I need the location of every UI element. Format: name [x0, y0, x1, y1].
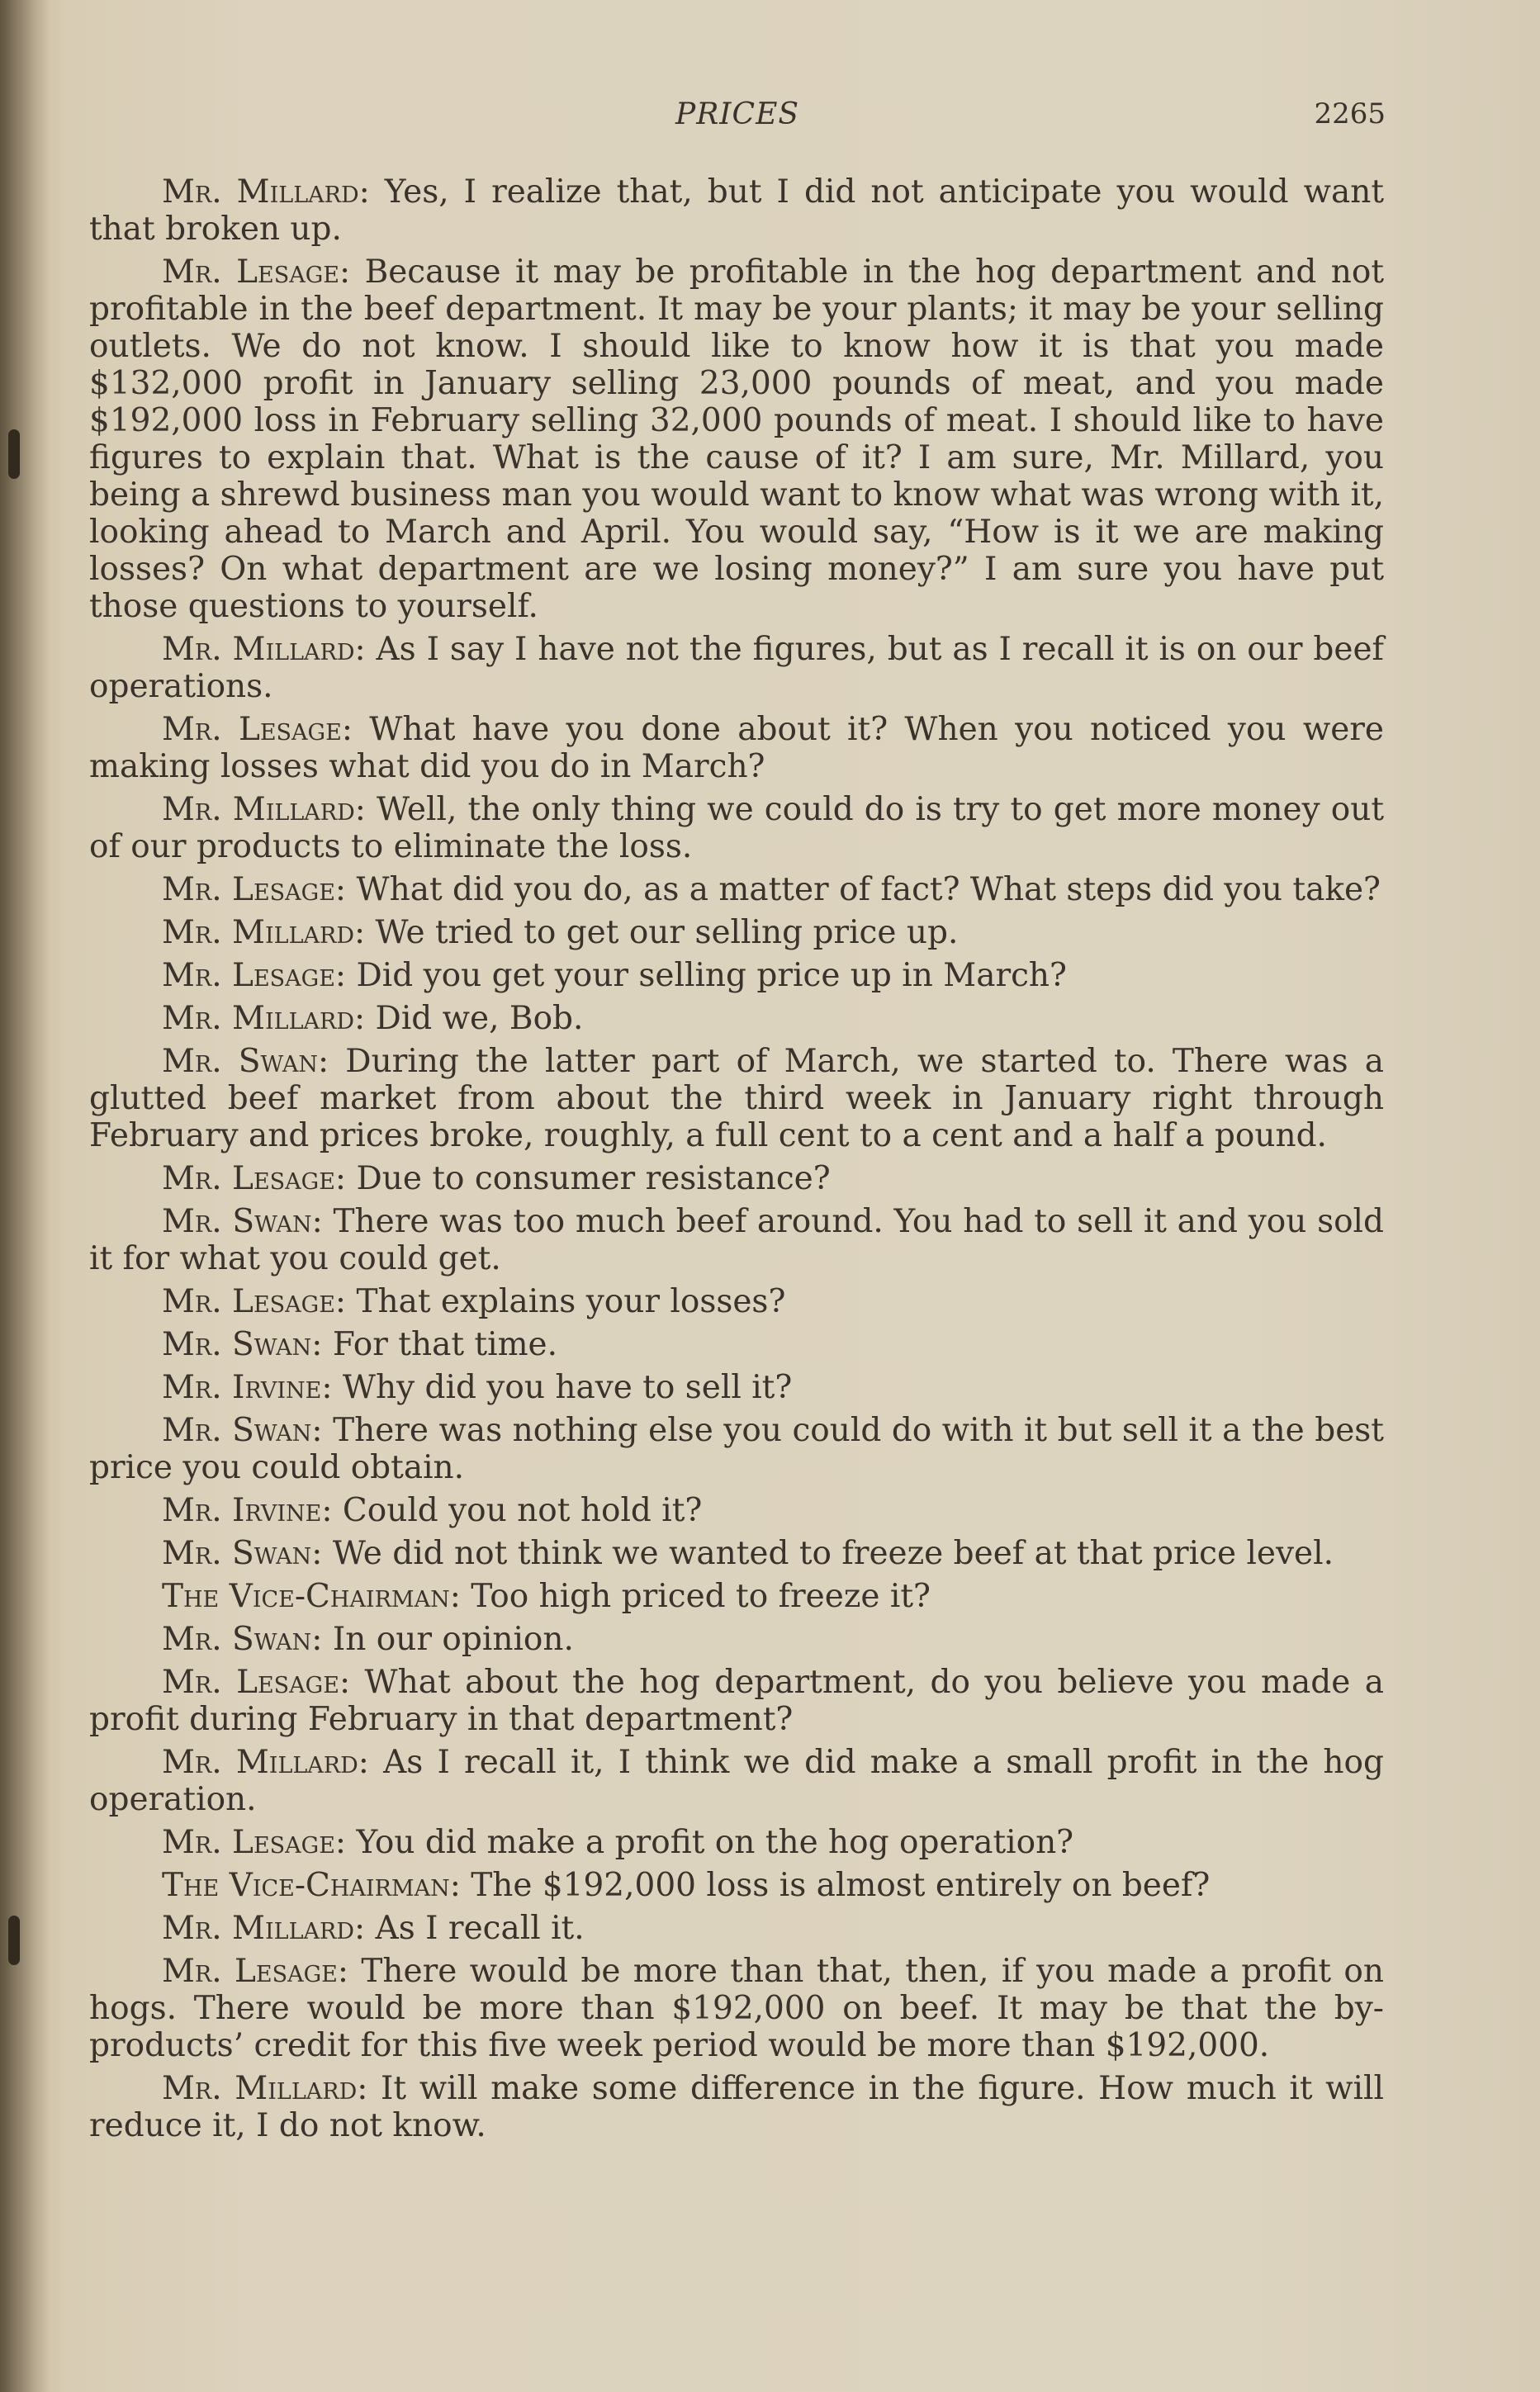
- speech-text: Did we, Bob.: [375, 1000, 584, 1037]
- binding-mark-bottom: [8, 1916, 20, 1965]
- speaker-name: Mr. Irvine:: [162, 1369, 333, 1406]
- speaker-name: Mr. Swan:: [162, 1326, 323, 1363]
- transcript-paragraph: [89, 173, 1384, 248]
- speech-text: Could you not hold it?: [342, 1492, 703, 1529]
- speech-text: What have you done about it? When you noticed you were making losses what did you do in March?: [89, 711, 1385, 785]
- speaker-name: Mr. Lesage:: [162, 1160, 347, 1197]
- transcript-paragraph: [89, 1203, 1384, 1277]
- speaker-name: Mr. Millard:: [162, 914, 366, 951]
- speech-text: As I recall it.: [375, 1910, 585, 1947]
- speech-text: Why did you have to sell it?: [342, 1369, 793, 1406]
- transcript-paragraph: [89, 1283, 1384, 1320]
- transcript-paragraph: [89, 1492, 1384, 1529]
- speech-text: We tried to get our selling price up.: [375, 914, 959, 951]
- speech-text: What about the hog department, do you believe you made a profit during February in that department?: [89, 1664, 1385, 1738]
- speaker-name: Mr. Millard:: [162, 173, 370, 211]
- transcript-body: [89, 173, 1384, 2150]
- speaker-name: Mr. Lesage:: [162, 1824, 347, 1861]
- transcript-paragraph: [89, 631, 1384, 705]
- transcript-paragraph: [89, 1326, 1384, 1363]
- speaker-name: The Vice-Chairman:: [162, 1578, 461, 1615]
- speech-text: For that time.: [332, 1326, 558, 1363]
- speech-text: During the latter part of March, we started to. There was a glutted beef market from about the third week in January right through February and prices broke, roughly, a full cent to a cent and a half a pound.: [89, 1043, 1384, 1154]
- speaker-name: Mr. Lesage:: [162, 1953, 349, 1990]
- speech-text: We did not think we wanted to freeze beef at that price level.: [332, 1535, 1334, 1572]
- speaker-name: Mr. Millard:: [162, 2070, 368, 2107]
- transcript-paragraph: [89, 1953, 1384, 2064]
- transcript-paragraph: [89, 1578, 1384, 1615]
- speaker-name: Mr. Swan:: [162, 1621, 323, 1658]
- speech-text: Due to consumer resistance?: [356, 1160, 831, 1197]
- transcript-paragraph: [89, 1824, 1384, 1861]
- transcript-paragraph: [89, 1867, 1384, 1904]
- transcript-paragraph: [89, 1664, 1384, 1738]
- speech-text: What did you do, as a matter of fact? What steps did you take?: [356, 871, 1381, 908]
- speaker-name: Mr. Millard:: [162, 791, 366, 828]
- transcript-paragraph: [89, 1043, 1384, 1154]
- speaker-name: The Vice-Chairman:: [162, 1867, 461, 1904]
- speech-text: Yes, I realize that, but I did not anticipate you would want that broken up.: [89, 173, 1384, 248]
- speech-text: Because it may be profitable in the hog department and not profitable in the beef department. It may be your plants; it may be your selling outlets. We do not know. I should like to know how it is that you made $132,000 profit in January selling 23,000 pounds of meat, and you made $192,000 loss in February selling 32,000 pounds of meat. I should like to have figures to explain that. What is the cause of it? I am sure, Mr. Millard, you being a shrewd business man you would want to know what was wrong with it, looking ahead to March and April. You would say, “How is it we are making losses? On what department are we losing money?” I am sure you have put those questions to yourself.: [89, 253, 1384, 625]
- speaker-name: Mr. Millard:: [162, 631, 366, 668]
- running-head: PRICES: [675, 97, 800, 131]
- speech-text: Too high priced to freeze it?: [471, 1578, 931, 1615]
- speaker-name: Mr. Swan:: [162, 1535, 323, 1572]
- transcript-paragraph: [89, 871, 1384, 908]
- speaker-name: Mr. Irvine:: [162, 1492, 333, 1529]
- transcript-paragraph: [89, 1000, 1384, 1037]
- speech-text: Well, the only thing we could do is try to get more money out of our products to eliminate the loss.: [89, 791, 1384, 865]
- speaker-name: Mr. Millard:: [162, 1744, 369, 1781]
- speaker-name: Mr. Millard:: [162, 1000, 366, 1037]
- speech-text: That explains your losses?: [356, 1283, 786, 1320]
- transcript-paragraph: [89, 914, 1384, 951]
- transcript-paragraph: [89, 1621, 1384, 1658]
- transcript-paragraph: [89, 957, 1384, 994]
- speaker-name: Mr. Lesage:: [162, 711, 353, 748]
- transcript-paragraph: [89, 2070, 1384, 2144]
- speaker-name: Mr. Lesage:: [162, 1283, 347, 1320]
- binding-mark-top: [8, 429, 20, 479]
- page-header: [89, 97, 1386, 147]
- speaker-name: Mr. Millard:: [162, 1910, 366, 1947]
- speech-text: Did you get your selling price up in March?: [356, 957, 1067, 994]
- page-number: 2265: [1314, 97, 1386, 130]
- speaker-name: Mr. Swan:: [162, 1043, 329, 1080]
- speaker-name: Mr. Swan:: [162, 1412, 323, 1449]
- speech-text: There was nothing else you could do with it but sell it a the best price you could obtain.: [89, 1412, 1384, 1486]
- speaker-name: Mr. Lesage:: [162, 253, 351, 291]
- speaker-name: Mr. Lesage:: [162, 871, 347, 908]
- transcript-paragraph: [89, 1744, 1384, 1818]
- transcript-paragraph: [89, 253, 1384, 625]
- speaker-name: Mr. Lesage:: [162, 1664, 351, 1701]
- speaker-name: Mr. Swan:: [162, 1203, 323, 1240]
- transcript-paragraph: [89, 1160, 1384, 1197]
- speech-text: It will make some difference in the figure. How much it will reduce it, I do not know.: [89, 2070, 1384, 2144]
- speech-text: There was too much beef around. You had to sell it and you sold it for what you could get.: [89, 1203, 1384, 1277]
- speech-text: As I say I have not the figures, but as I recall it is on our beef operations.: [89, 631, 1384, 705]
- speech-text: There would be more than that, then, if you made a profit on hogs. There would be more than $192,000 on beef. It may be that the by-products’ credit for this five week period would be more than $192,000.: [89, 1953, 1384, 2064]
- speech-text: As I recall it, I think we did make a small profit in the hog operation.: [89, 1744, 1384, 1818]
- transcript-paragraph: [89, 1535, 1384, 1572]
- speech-text: In our opinion.: [332, 1621, 574, 1658]
- speech-text: The $192,000 loss is almost entirely on beef?: [471, 1867, 1211, 1904]
- transcript-paragraph: [89, 711, 1384, 785]
- transcript-paragraph: [89, 1369, 1384, 1406]
- transcript-paragraph: [89, 791, 1384, 865]
- speech-text: You did make a profit on the hog operation?: [356, 1824, 1074, 1861]
- speaker-name: Mr. Lesage:: [162, 957, 347, 994]
- transcript-paragraph: [89, 1910, 1384, 1947]
- transcript-paragraph: [89, 1412, 1384, 1486]
